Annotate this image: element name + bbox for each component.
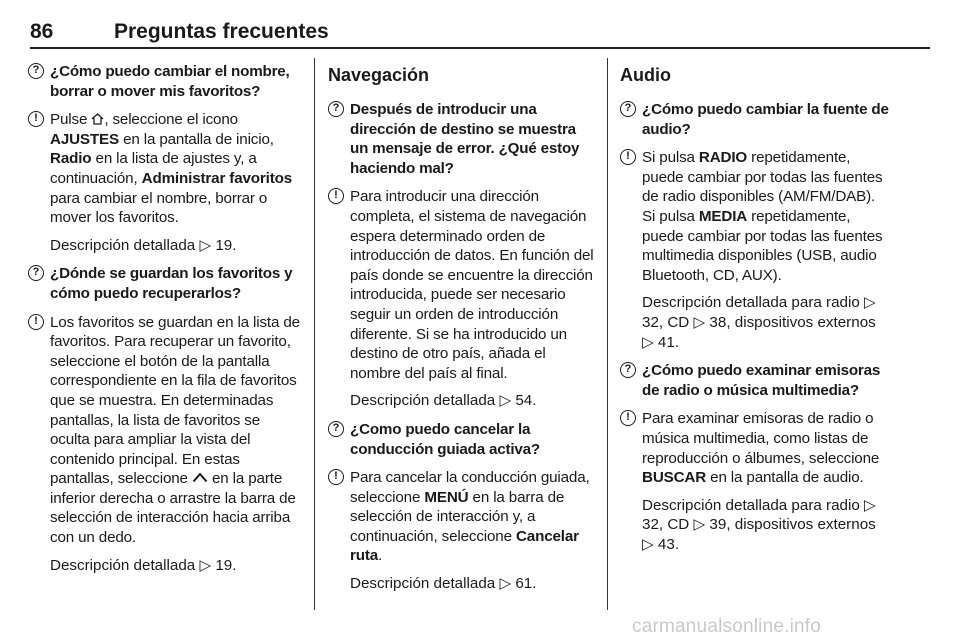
home-icon bbox=[91, 113, 104, 125]
faq-answer bbox=[620, 409, 890, 554]
cross-reference bbox=[350, 391, 598, 411]
exclamation-circle-icon: ! bbox=[328, 188, 344, 204]
page-number: 86 bbox=[30, 20, 54, 43]
exclamation-circle-icon: ! bbox=[620, 410, 636, 426]
answer-text bbox=[50, 110, 302, 228]
question-circle-icon: ? bbox=[28, 63, 44, 79]
exclamation-circle-icon: ! bbox=[28, 111, 44, 127]
answer-fragment: . bbox=[378, 547, 383, 565]
answer-text: Para introducir una dirección completa, el sistema de navegación espera determinado orden de introducción de datos. En función del país donde se encuentre la dirección introducida, puede ser necesario seguir un orden de introducción diferente. Si se ha introducido un destino de otro país, añada el nombre del país al final. bbox=[350, 188, 594, 382]
reference-page: 19. bbox=[215, 236, 237, 254]
answer-fragment: en la parte inferior derecha o arrastre la barra de selección de interacción hacia arriba con un dedo. bbox=[50, 470, 296, 547]
column-divider-2 bbox=[607, 58, 608, 610]
reference-text: Descripción detallada para radio bbox=[642, 294, 865, 312]
exclamation-circle-icon: ! bbox=[620, 149, 636, 165]
section-title-navegacion: Navegación bbox=[328, 65, 430, 85]
reference-page: 41. bbox=[657, 333, 680, 351]
question-text: Después de introducir una dirección de destino se muestra un mensaje de error. ¿Qué estoy haciendo mal? bbox=[350, 101, 580, 177]
triangle-right-icon: ▷ bbox=[864, 294, 876, 312]
answer-fragment: Si pulsa bbox=[642, 149, 699, 167]
menu-term-menu: MENÚ bbox=[424, 488, 469, 506]
faq-question bbox=[620, 100, 890, 139]
triangle-right-icon: ▷ bbox=[693, 313, 706, 331]
page-title: Preguntas frecuentes bbox=[114, 20, 329, 43]
chevron-up-icon bbox=[192, 472, 208, 483]
header-divider bbox=[30, 47, 930, 49]
answer-fragment: Los favoritos se guardan en la lista de favoritos. Para recuperar un favorito, seleccione el botón de la pantalla correspondiente en la fila de favoritos que se muestra. En determinadas pantallas, la lista de favoritos se oculta para ampliar la vista del contenido principal. En estas pantallas, seleccione bbox=[50, 313, 300, 488]
faq-question bbox=[328, 100, 598, 178]
answer-fragment: en la barra de selección de interacción y, a continuación, seleccione bbox=[350, 488, 565, 545]
reference-page: 32, CD bbox=[642, 313, 694, 331]
column-3 bbox=[620, 62, 890, 554]
question-circle-icon: ? bbox=[620, 101, 636, 117]
reference-text: Descripción detallada bbox=[50, 236, 200, 254]
answer-fragment: Pulse bbox=[50, 111, 92, 129]
reference-text: Descripción detallada bbox=[50, 556, 200, 574]
menu-term-ajustes: AJUSTES bbox=[50, 130, 119, 148]
reference-page: 61. bbox=[515, 575, 537, 593]
faq-question bbox=[28, 264, 302, 303]
faq-question bbox=[328, 420, 598, 459]
faq-question bbox=[28, 62, 302, 101]
cross-reference bbox=[350, 574, 598, 594]
column-divider-1 bbox=[314, 58, 315, 610]
reference-text: Descripción detallada bbox=[350, 575, 500, 593]
watermark[interactable]: carmanualsonline.info bbox=[632, 616, 822, 637]
reference-page: 19. bbox=[215, 556, 237, 574]
reference-page: 39, dispositivos externos bbox=[709, 516, 876, 534]
faq-answer bbox=[328, 187, 598, 411]
cross-reference bbox=[642, 293, 890, 352]
section-title-audio: Audio bbox=[620, 65, 671, 85]
answer-fragment: Para examinar emisoras de radio o música multimedia, como listas de reproducción o álbumes, seleccione bbox=[642, 410, 880, 467]
answer-fragment: en la pantalla de audio. bbox=[706, 469, 864, 487]
cross-reference bbox=[50, 236, 302, 256]
cross-reference bbox=[642, 496, 890, 555]
reference-page: 54. bbox=[515, 392, 537, 410]
faq-question bbox=[620, 361, 890, 400]
reference-page: 32, CD bbox=[642, 516, 694, 534]
triangle-right-icon: ▷ bbox=[199, 556, 212, 574]
question-text: ¿Como puedo cancelar la conducción guiada activa? bbox=[350, 420, 540, 458]
button-term-buscar: BUSCAR bbox=[642, 469, 707, 487]
question-circle-icon: ? bbox=[328, 421, 344, 437]
triangle-right-icon: ▷ bbox=[499, 575, 512, 593]
triangle-right-icon: ▷ bbox=[499, 392, 512, 410]
faq-answer bbox=[28, 110, 302, 255]
question-text: ¿Cómo puedo cambiar la fuente de audio? bbox=[642, 101, 889, 138]
question-text: ¿Cómo puedo examinar emisoras de radio o música multimedia? bbox=[642, 362, 881, 399]
question-circle-icon: ? bbox=[328, 101, 344, 117]
column-1 bbox=[28, 62, 302, 575]
answer-fragment: repetidamente, puede cambiar por todas las fuentes multimedia disponibles (USB, audio Bluetooth, CD, AUX). bbox=[642, 207, 883, 284]
question-text: ¿Cómo puedo cambiar el nombre, borrar o mover mis favoritos? bbox=[50, 63, 290, 100]
faq-answer bbox=[328, 468, 598, 594]
reference-text: Descripción detallada para radio bbox=[642, 496, 865, 514]
faq-answer bbox=[620, 148, 890, 352]
reference-text: Descripción detallada bbox=[350, 392, 500, 410]
exclamation-circle-icon: ! bbox=[328, 469, 344, 485]
answer-fragment: para cambiar el nombre, borrar o mover los favoritos. bbox=[50, 189, 268, 227]
triangle-right-icon: ▷ bbox=[642, 535, 654, 553]
answer-fragment: Para cancelar la conducción guiada, seleccione bbox=[350, 469, 590, 506]
question-circle-icon: ? bbox=[620, 362, 636, 378]
reference-page: 38, dispositivos externos bbox=[709, 313, 876, 331]
question-circle-icon: ? bbox=[28, 265, 44, 281]
answer-text bbox=[50, 313, 302, 548]
column-2 bbox=[328, 62, 598, 594]
menu-term-administrar-favoritos: Administrar favoritos bbox=[141, 169, 293, 187]
faq-answer bbox=[28, 313, 302, 576]
button-term-media: MEDIA bbox=[698, 207, 748, 225]
button-term-radio: RADIO bbox=[698, 149, 748, 167]
answer-fragment: , seleccione el icono bbox=[104, 111, 238, 129]
cross-reference bbox=[50, 556, 302, 576]
triangle-right-icon: ▷ bbox=[642, 333, 654, 351]
exclamation-circle-icon: ! bbox=[28, 314, 44, 330]
answer-fragment: en la lista de ajustes y, a continuación, bbox=[50, 150, 257, 187]
menu-term-cancelar-ruta: Cancelar ruta bbox=[350, 527, 579, 565]
answer-text bbox=[642, 148, 890, 285]
triangle-right-icon: ▷ bbox=[199, 236, 212, 254]
triangle-right-icon: ▷ bbox=[864, 496, 876, 514]
answer-text bbox=[642, 409, 890, 487]
menu-term-radio: Radio bbox=[50, 150, 92, 168]
answer-text bbox=[350, 468, 598, 566]
answer-fragment: en la pantalla de inicio, bbox=[119, 130, 274, 148]
page-header bbox=[30, 6, 930, 50]
triangle-right-icon: ▷ bbox=[693, 516, 706, 534]
answer-fragment: repetidamente, puede cambiar por todas las fuentes de radio disponibles (AM/FM/DAB). Si pulsa bbox=[642, 149, 883, 225]
question-text: ¿Dónde se guardan los favoritos y cómo puedo recuperarlos? bbox=[50, 265, 293, 302]
reference-page: 43. bbox=[657, 535, 680, 553]
